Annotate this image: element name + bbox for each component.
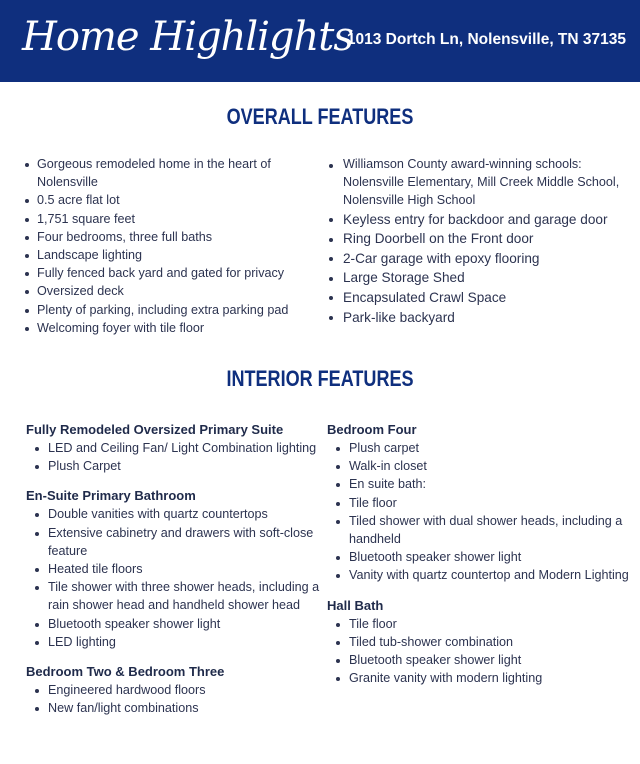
list-item: Gorgeous remodeled home in the heart of Nolensville <box>24 155 309 191</box>
list-item: Vanity with quartz countertop and Modern Lighting <box>335 566 632 584</box>
hall-bath-list <box>335 615 632 688</box>
property-address: 1013 Dortch Ln, Nolensville, TN 37135 <box>346 31 626 48</box>
list-item: 0.5 acre flat lot <box>24 191 309 209</box>
list-item: Plush carpet <box>335 439 632 457</box>
list-item: Tile floor <box>335 615 632 633</box>
list-item: Engineered hardwood floors <box>34 681 326 699</box>
primary-bath-title: En-Suite Primary Bathroom <box>26 488 196 504</box>
list-item: Plush Carpet <box>34 457 326 475</box>
list-item: Walk-in closet <box>335 457 632 475</box>
list-item: 1,751 square feet <box>24 210 309 228</box>
list-item: New fan/light combinations <box>34 699 326 717</box>
list-item: Bluetooth speaker shower light <box>34 615 326 633</box>
list-item: Tiled shower with dual shower heads, including a handheld <box>335 512 632 548</box>
list-item: Ring Doorbell on the Front door <box>328 229 633 249</box>
list-item: Heated tile floors <box>34 560 326 578</box>
list-item: Tiled tub-shower combination <box>335 633 632 651</box>
list-item: LED and Ceiling Fan/ Light Combination lighting <box>34 439 326 457</box>
list-item: LED lighting <box>34 633 326 651</box>
list-item: Keyless entry for backdoor and garage door <box>328 210 633 230</box>
interior-features-heading: INTERIOR FEATURES <box>226 366 414 391</box>
list-item: Williamson County award-winning schools: Nolensville Elementary, Mill Creek Middle School, Nolensville High School <box>328 155 633 210</box>
list-item: Landscape lighting <box>24 246 309 264</box>
list-item: Bluetooth speaker shower light <box>335 548 632 566</box>
list-item: Double vanities with quartz countertops <box>34 505 326 523</box>
overall-features-right-list <box>328 155 633 327</box>
list-item: Four bedrooms, three full baths <box>24 228 309 246</box>
bedroom-four-title: Bedroom Four <box>327 422 417 437</box>
list-item: Bluetooth speaker shower light <box>335 651 632 669</box>
list-item: Oversized deck <box>24 282 309 300</box>
bedrooms-two-three-title: Bedroom Two & Bedroom Three <box>26 664 225 680</box>
overall-features-heading: OVERALL FEATURES <box>226 104 414 129</box>
bedroom-four-list <box>335 439 632 585</box>
list-item: 2-Car garage with epoxy flooring <box>328 249 633 269</box>
interior-right-column <box>327 421 632 687</box>
list-item: Tile shower with three shower heads, including a rain shower head and handheld shower head <box>34 578 326 614</box>
list-item: Plenty of parking, including extra parking pad <box>24 301 309 319</box>
list-item: Park-like backyard <box>328 308 633 328</box>
page-title: Home Highlights <box>22 14 353 60</box>
list-item: En suite bath: <box>335 475 632 493</box>
list-item: Large Storage Shed <box>328 268 633 288</box>
list-item: Welcoming foyer with tile floor <box>24 319 309 337</box>
list-item: Encapsulated Crawl Space <box>328 288 633 308</box>
primary-bath-list <box>34 505 326 651</box>
overall-features-left-list <box>24 155 309 337</box>
primary-suite-list <box>34 439 326 475</box>
hall-bath-title: Hall Bath <box>327 597 384 613</box>
header-banner <box>0 0 640 82</box>
list-item: Fully fenced back yard and gated for privacy <box>24 264 309 282</box>
bedrooms-two-three-list <box>34 681 326 717</box>
list-item: Granite vanity with modern lighting <box>335 669 632 687</box>
list-item: Tile floor <box>335 494 632 512</box>
list-item: Extensive cabinetry and drawers with soft-close feature <box>34 524 326 560</box>
interior-left-column <box>26 421 326 717</box>
primary-suite-title: Fully Remodeled Oversized Primary Suite <box>26 422 284 437</box>
